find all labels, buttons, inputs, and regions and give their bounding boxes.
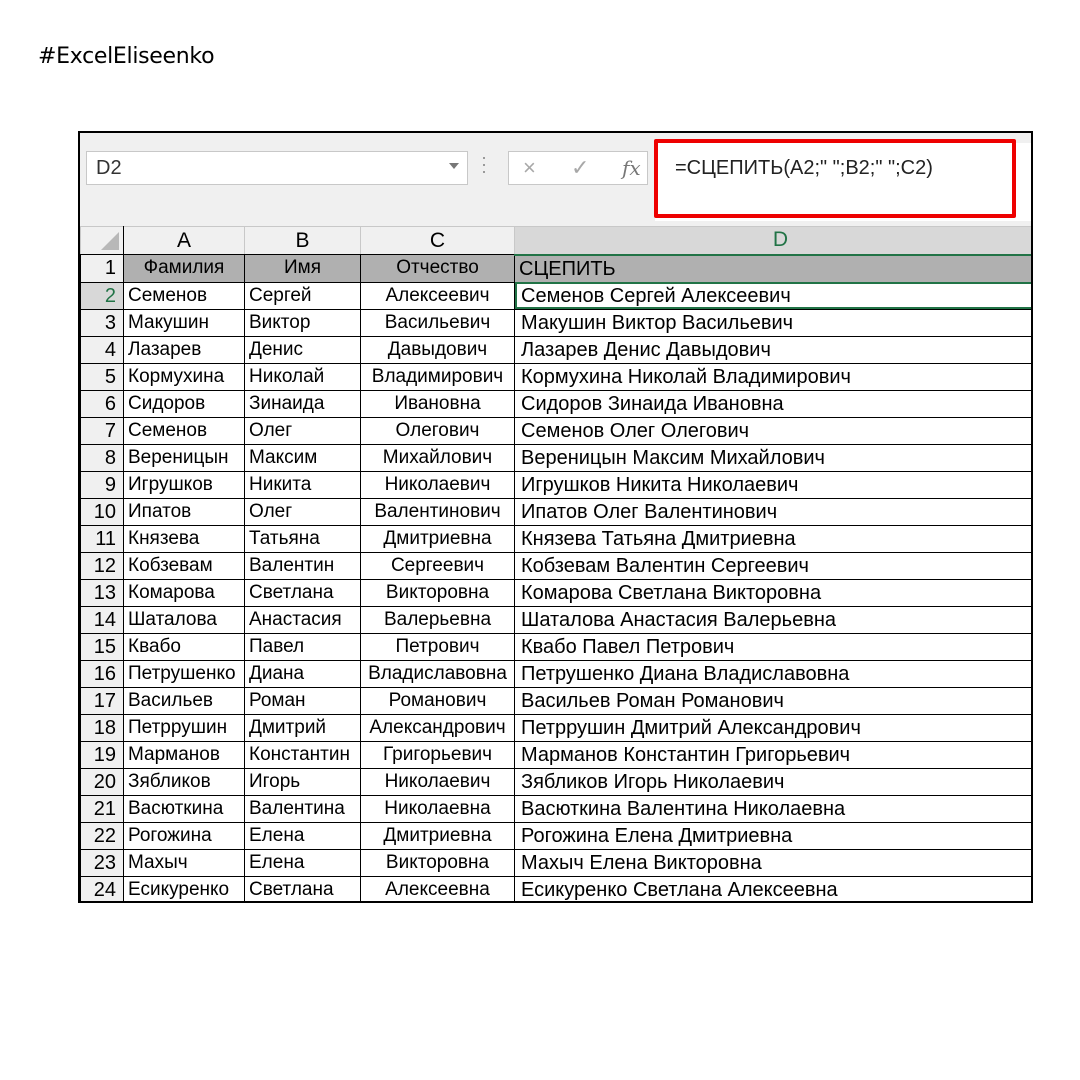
cell-surname[interactable]: Комарова (124, 579, 245, 606)
cell-patronymic[interactable]: Валерьевна (361, 606, 515, 633)
cell-name[interactable]: Зинаида (245, 390, 361, 417)
row-header[interactable]: 17 (81, 687, 124, 714)
cell-surname[interactable]: Вереницын (124, 444, 245, 471)
cell-concat[interactable]: Лазарев Денис Давыдович (515, 336, 1034, 363)
cell-surname[interactable]: Князева (124, 525, 245, 552)
table-row (81, 390, 1034, 417)
header-cell-surname[interactable]: Фамилия (124, 255, 245, 283)
row-header[interactable]: 18 (81, 714, 124, 741)
name-box-value: D2 (96, 157, 122, 179)
cell-name[interactable]: Константин (245, 741, 361, 768)
name-box[interactable] (86, 151, 468, 185)
insert-function-icon[interactable]: fx (622, 156, 641, 180)
cell-patronymic[interactable]: Дмитриевна (361, 525, 515, 552)
cell-surname[interactable]: Макушин (124, 309, 245, 336)
cell-surname[interactable]: Семенов (124, 282, 245, 309)
cell-patronymic[interactable]: Викторовна (361, 849, 515, 876)
excel-window (78, 131, 1033, 903)
cell-patronymic[interactable]: Николаевич (361, 471, 515, 498)
row-header-1[interactable]: 1 (81, 255, 124, 283)
cell-surname[interactable]: Кобзевам (124, 552, 245, 579)
cell-patronymic[interactable]: Васильевич (361, 309, 515, 336)
column-header-b[interactable]: B (245, 227, 361, 255)
cell-patronymic[interactable]: Валентинович (361, 498, 515, 525)
cell-surname[interactable]: Ипатов (124, 498, 245, 525)
cell-concat[interactable]: Вереницын Максим Михайлович (515, 444, 1034, 471)
cell-name[interactable]: Денис (245, 336, 361, 363)
table-row (81, 471, 1034, 498)
row-header[interactable]: 3 (81, 309, 124, 336)
cell-concat[interactable]: Петрушенко Диана Владиславовна (515, 660, 1034, 687)
cell-name[interactable]: Валентина (245, 795, 361, 822)
cell-name[interactable]: Елена (245, 822, 361, 849)
cell-name[interactable]: Николай (245, 363, 361, 390)
cell-name[interactable]: Светлана (245, 579, 361, 606)
table-row (81, 633, 1034, 660)
cell-surname[interactable]: Рогожина (124, 822, 245, 849)
cell-name[interactable]: Елена (245, 849, 361, 876)
splitter-handle[interactable] (482, 157, 486, 177)
cell-concat[interactable]: Марманов Константин Григорьевич (515, 741, 1034, 768)
row-header[interactable]: 12 (81, 552, 124, 579)
cell-surname[interactable]: Шаталова (124, 606, 245, 633)
hashtag-caption: #ExcelEliseenko (38, 44, 215, 69)
cancel-icon[interactable]: × (523, 155, 536, 180)
cell-surname[interactable]: Квабо (124, 633, 245, 660)
row-header[interactable]: 2 (81, 282, 124, 309)
row-header[interactable]: 14 (81, 606, 124, 633)
cell-concat[interactable]: Игрушков Никита Николаевич (515, 471, 1034, 498)
cell-concat[interactable]: Рогожина Елена Дмитриевна (515, 822, 1034, 849)
cell-name[interactable]: Игорь (245, 768, 361, 795)
cell-surname[interactable]: Есикуренко (124, 876, 245, 903)
table-row (81, 363, 1034, 390)
cell-patronymic[interactable]: Николаевна (361, 795, 515, 822)
cell-surname[interactable]: Васюткина (124, 795, 245, 822)
chevron-down-icon[interactable] (449, 163, 459, 169)
row-header[interactable]: 11 (81, 525, 124, 552)
column-header-row (81, 227, 1034, 255)
cell-surname[interactable]: Семенов (124, 417, 245, 444)
formula-buttons (508, 151, 648, 185)
header-cell-concat[interactable]: СЦЕПИТЬ (515, 255, 1034, 283)
cell-surname[interactable]: Петрушенко (124, 660, 245, 687)
table-row (81, 579, 1034, 606)
cell-concat[interactable]: Семенов Сергей Алексеевич (515, 282, 1034, 309)
cell-surname[interactable]: Игрушков (124, 471, 245, 498)
cell-patronymic[interactable]: Григорьевич (361, 741, 515, 768)
row-header[interactable]: 24 (81, 876, 124, 903)
cell-surname[interactable]: Зябликов (124, 768, 245, 795)
table-row (81, 606, 1034, 633)
cell-concat[interactable]: Шаталова Анастасия Валерьевна (515, 606, 1034, 633)
column-header-d[interactable]: D (515, 227, 1034, 255)
cell-patronymic[interactable]: Александрович (361, 714, 515, 741)
table-row (81, 714, 1034, 741)
cell-patronymic[interactable]: Михайлович (361, 444, 515, 471)
cell-name[interactable]: Никита (245, 471, 361, 498)
row-header[interactable]: 22 (81, 822, 124, 849)
cell-patronymic[interactable]: Ивановна (361, 390, 515, 417)
row-header[interactable]: 6 (81, 390, 124, 417)
cell-surname[interactable]: Махыч (124, 849, 245, 876)
cell-concat[interactable]: Зябликов Игорь Николаевич (515, 768, 1034, 795)
table-row (81, 498, 1034, 525)
header-cell-patronymic[interactable]: Отчество (361, 255, 515, 283)
column-header-a[interactable]: A (124, 227, 245, 255)
select-all-corner[interactable] (81, 227, 124, 255)
cell-name[interactable]: Виктор (245, 309, 361, 336)
cell-name[interactable]: Павел (245, 633, 361, 660)
cell-surname[interactable]: Петррушин (124, 714, 245, 741)
row-header[interactable]: 4 (81, 336, 124, 363)
cell-concat[interactable]: Квабо Павел Петрович (515, 633, 1034, 660)
cell-patronymic[interactable]: Сергеевич (361, 552, 515, 579)
cell-patronymic[interactable]: Петрович (361, 633, 515, 660)
cell-name[interactable]: Дмитрий (245, 714, 361, 741)
cell-concat[interactable]: Макушин Виктор Васильевич (515, 309, 1034, 336)
cell-concat[interactable]: Махыч Елена Викторовна (515, 849, 1034, 876)
cell-patronymic[interactable]: Николаевич (361, 768, 515, 795)
cell-name[interactable]: Сергей (245, 282, 361, 309)
column-header-c[interactable]: C (361, 227, 515, 255)
cell-concat[interactable]: Васюткина Валентина Николаевна (515, 795, 1034, 822)
row-header[interactable]: 9 (81, 471, 124, 498)
cell-patronymic[interactable]: Алексеевич (361, 282, 515, 309)
cell-concat[interactable]: Ипатов Олег Валентинович (515, 498, 1034, 525)
table-row (81, 417, 1034, 444)
table-row (81, 741, 1034, 768)
row-header[interactable]: 19 (81, 741, 124, 768)
row-header[interactable]: 8 (81, 444, 124, 471)
table-row (81, 444, 1034, 471)
cell-name[interactable]: Татьяна (245, 525, 361, 552)
cell-patronymic[interactable]: Романович (361, 687, 515, 714)
cell-surname[interactable]: Кормухина (124, 363, 245, 390)
table-row (81, 822, 1034, 849)
cell-concat[interactable]: Комарова Светлана Викторовна (515, 579, 1034, 606)
table-row (81, 849, 1034, 876)
cell-patronymic[interactable]: Викторовна (361, 579, 515, 606)
cell-concat[interactable]: Есикуренко Светлана Алексеевна (515, 876, 1034, 903)
cell-patronymic[interactable]: Давыдович (361, 336, 515, 363)
table-row (81, 768, 1034, 795)
table-row (81, 309, 1034, 336)
row-header[interactable]: 23 (81, 849, 124, 876)
cell-concat[interactable]: Петррушин Дмитрий Александрович (515, 714, 1034, 741)
cell-patronymic[interactable]: Дмитриевна (361, 822, 515, 849)
table-row (81, 525, 1034, 552)
row-header[interactable]: 7 (81, 417, 124, 444)
table-row (81, 876, 1034, 903)
cell-patronymic[interactable]: Алексеевна (361, 876, 515, 903)
table-row (81, 795, 1034, 822)
cell-concat[interactable]: Князева Татьяна Дмитриевна (515, 525, 1034, 552)
cell-surname[interactable]: Сидоров (124, 390, 245, 417)
table-row (81, 336, 1034, 363)
row-header[interactable]: 16 (81, 660, 124, 687)
cell-patronymic[interactable]: Олегович (361, 417, 515, 444)
enter-icon[interactable]: ✓ (571, 155, 590, 180)
row-header[interactable]: 21 (81, 795, 124, 822)
spreadsheet-grid (80, 226, 1033, 903)
formula-text: =СЦЕПИТЬ(A2;" ";B2;" ";C2) (675, 157, 933, 179)
cell-surname[interactable]: Марманов (124, 741, 245, 768)
cell-name[interactable]: Олег (245, 498, 361, 525)
table-row (81, 660, 1034, 687)
cell-concat[interactable]: Семенов Олег Олегович (515, 417, 1034, 444)
cell-surname[interactable]: Васильев (124, 687, 245, 714)
table-row (81, 282, 1034, 309)
cell-concat[interactable]: Кормухина Николай Владимирович (515, 363, 1034, 390)
cell-name[interactable]: Валентин (245, 552, 361, 579)
cell-patronymic[interactable]: Владимирович (361, 363, 515, 390)
row-header[interactable]: 10 (81, 498, 124, 525)
table-header-row (81, 255, 1034, 283)
table-row (81, 552, 1034, 579)
cell-name[interactable]: Максим (245, 444, 361, 471)
cell-name[interactable]: Роман (245, 687, 361, 714)
cell-name[interactable]: Светлана (245, 876, 361, 903)
table-row (81, 687, 1034, 714)
header-cell-name[interactable]: Имя (245, 255, 361, 283)
cell-name[interactable]: Диана (245, 660, 361, 687)
row-header[interactable]: 15 (81, 633, 124, 660)
formula-highlight-box (654, 139, 1016, 218)
row-header[interactable]: 13 (81, 579, 124, 606)
cell-concat[interactable]: Кобзевам Валентин Сергеевич (515, 552, 1034, 579)
cell-name[interactable]: Анастасия (245, 606, 361, 633)
cell-patronymic[interactable]: Владиславовна (361, 660, 515, 687)
cell-concat[interactable]: Сидоров Зинаида Ивановна (515, 390, 1034, 417)
cell-name[interactable]: Олег (245, 417, 361, 444)
cell-surname[interactable]: Лазарев (124, 336, 245, 363)
cell-concat[interactable]: Васильев Роман Романович (515, 687, 1034, 714)
row-header[interactable]: 5 (81, 363, 124, 390)
row-header[interactable]: 20 (81, 768, 124, 795)
